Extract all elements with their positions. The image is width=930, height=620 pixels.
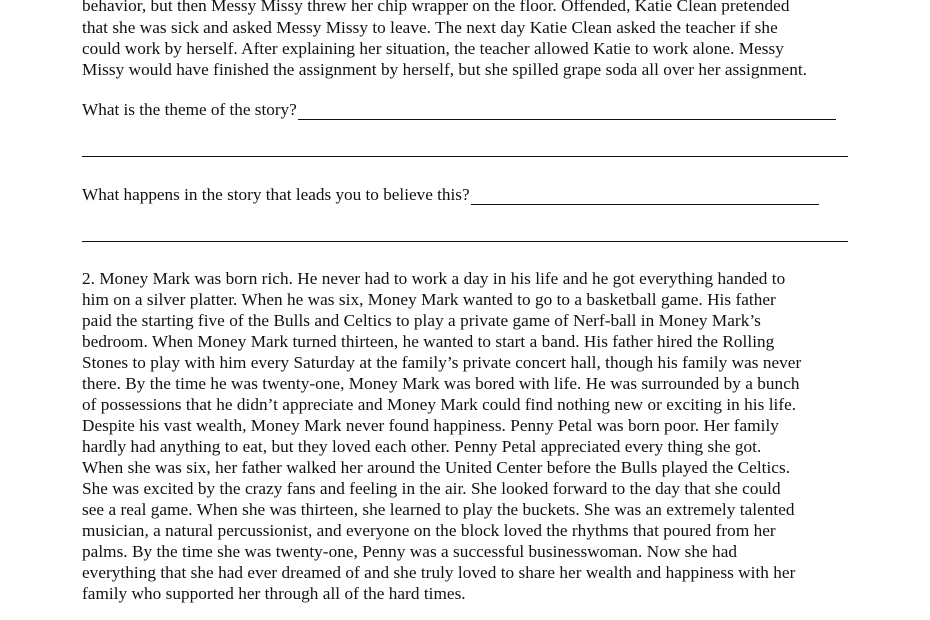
story-2-line: Stones to play with him every Saturday at the family’s private concert hall, though his family was never [82,353,802,372]
story-2-line: She was excited by the crazy fans and feeling in the air. She looked forward to the day that she could [82,479,781,498]
story-1-line: Missy would have finished the assignment by herself, but she spilled grape soda all over her assignment. [82,60,808,79]
story-1-line: that she was sick and asked Messy Missy to leave. The next day Katie Clean asked the teacher if she [82,18,778,37]
theme-answer-blank[interactable] [298,103,836,120]
story-2-line: of possessions that he didn’t appreciate and Money Mark could find nothing new or exciting in his life. [82,395,797,414]
story-2-line: see a real game. When she was thirteen, she learned to play the buckets. She was an extremely talented [82,500,795,519]
story-2-line: there. By the time he was twenty-one, Money Mark was bored with life. He was surrounded by a bunch [82,374,800,393]
story-2-line: When she was six, her father walked her around the United Center before the Bulls played the Celtics. [82,458,791,477]
story-2-line: hardly had anything to eat, but they loved each other. Penny Petal appreciated every thing she got. [82,437,762,456]
story-2-line: family who supported her through all of the hard times. [82,584,466,603]
theme-question [82,99,836,120]
story-2-line: Despite his vast wealth, Money Mark never found happiness. Penny Petal was born poor. Her family [82,416,779,435]
story-1-line: could work by herself. After explaining her situation, the teacher allowed Katie to work alone. Messy [82,39,784,58]
story-2-line: 2. Money Mark was born rich. He never had to work a day in his life and he got everything handed to [82,269,786,288]
evidence-question-label: What happens in the story that leads you to believe this? [82,185,470,204]
evidence-answer-blank[interactable] [471,188,819,205]
story-2-line: musician, a natural percussionist, and everyone on the block loved the rhythms that poured from her [82,521,776,540]
story-2-line: everything that she had ever dreamed of and she truly loved to share her wealth and happiness with her [82,563,796,582]
story-2-line: paid the starting five of the Bulls and Celtics to play a private game of Nerf-ball in Money Mark’s [82,311,761,330]
story-2-line: palms. By the time she was twenty-one, Penny was a successful businesswoman. Now she had [82,542,738,561]
story-1-line: behavior, but then Messy Missy threw her chip wrapper on the floor. Offended, Katie Clean pretended [82,0,790,15]
story-2-line: him on a silver platter. When he was six, Money Mark wanted to go to a basketball game. His father [82,290,776,309]
theme-answer-line[interactable] [82,156,848,157]
evidence-answer-line[interactable] [82,241,848,242]
evidence-question [82,184,819,205]
theme-question-label: What is the theme of the story? [82,100,297,119]
story-2-line: bedroom. When Money Mark turned thirteen, he wanted to start a band. His father hired the Rolling [82,332,775,351]
